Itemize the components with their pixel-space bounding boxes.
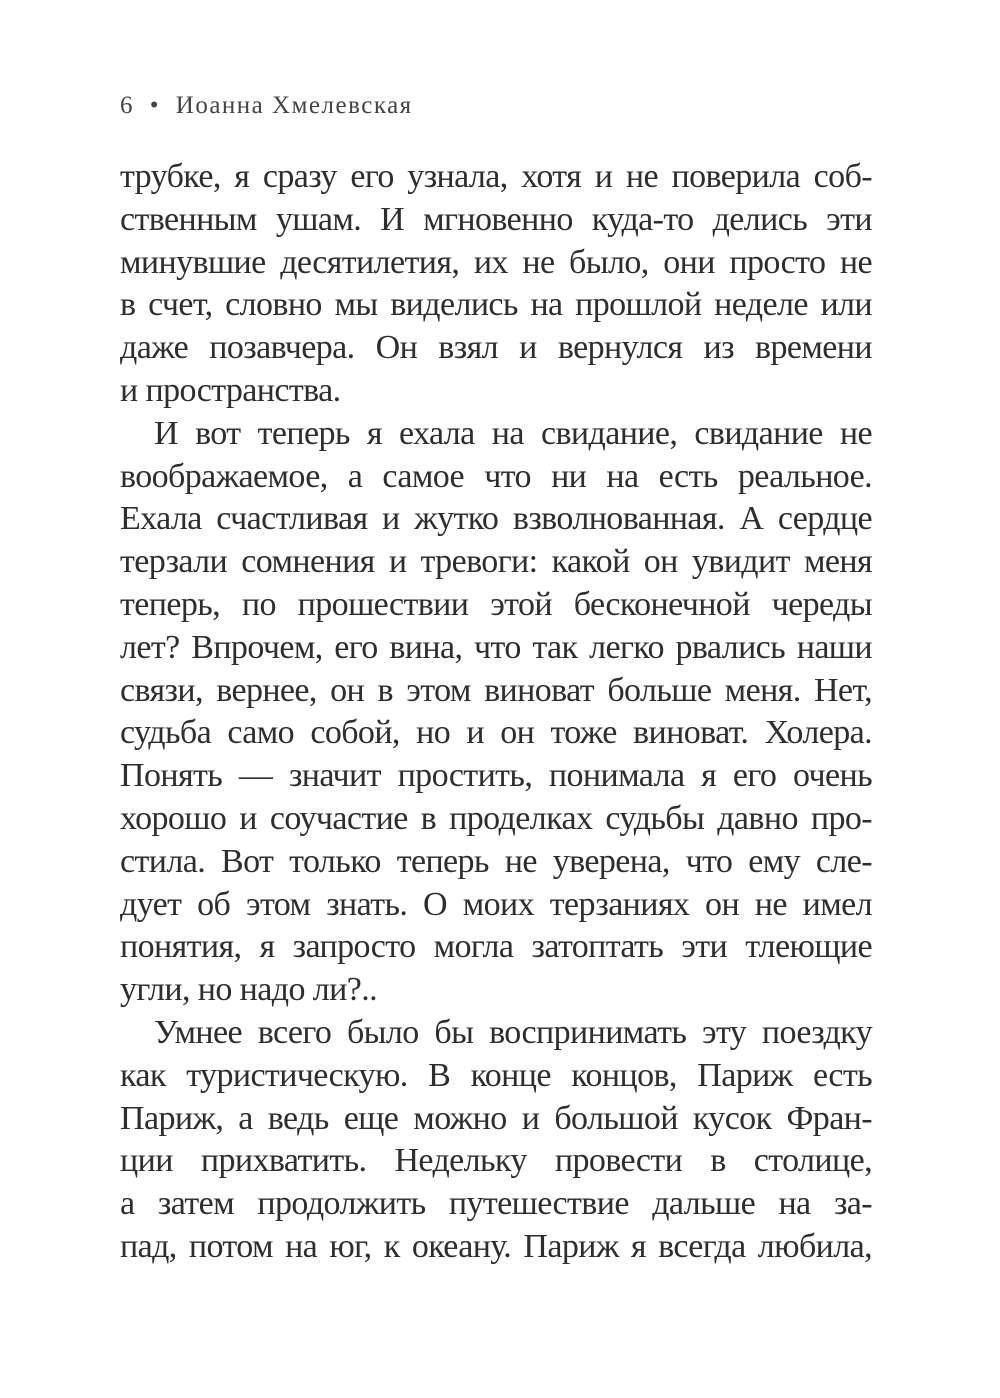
body-text bbox=[120, 156, 872, 1269]
text-line: трубке, я сразу его узнала, хотя и не поверила соб- bbox=[120, 158, 872, 195]
text-line: минувшие десятилетия, их не было, они просто не bbox=[120, 243, 872, 281]
text-line: теперь, по прошествии этой бесконечной череды bbox=[120, 585, 872, 623]
text-line: а затем продолжить путешествие дальше на за- bbox=[120, 1185, 872, 1223]
text-line: ственным ушам. И мгновенно куда-то делись эти bbox=[120, 200, 872, 238]
text-line: ции прихватить. Недельку провести в столице, bbox=[120, 1142, 872, 1180]
text-line: пад, потом на юг, к океану. Париж я всегда любила, bbox=[120, 1227, 872, 1265]
text-line: лет? Впрочем, его вина, что так легко рвались наши bbox=[120, 628, 872, 666]
text-line: Ехала счастливая и жутко взволнованная. А сердце bbox=[120, 500, 872, 538]
text-line: Париж, а ведь еще можно и большой кусок Фран- bbox=[120, 1099, 872, 1137]
text-line: даже позавчера. Он взял и вернулся из времени bbox=[120, 329, 872, 367]
page-number: 6 bbox=[120, 92, 134, 119]
text-line: воображаемое, а самое что ни на есть реальное. bbox=[120, 457, 872, 495]
text-line: понятия, я запросто могла затоптать эти тлеющие bbox=[120, 928, 872, 966]
author-name: Иоанна Хмелевская bbox=[175, 92, 413, 119]
running-head bbox=[120, 92, 413, 120]
text-line: дует об этом знать. О моих терзаниях он не имел bbox=[120, 885, 872, 923]
paragraph bbox=[120, 156, 872, 413]
text-line: И вот теперь я ехала на свидание, свидание не bbox=[154, 414, 872, 452]
text-line: терзали сомнения и тревоги: какой он увидит меня bbox=[120, 543, 872, 581]
paragraph bbox=[120, 413, 872, 1012]
text-line: Умнее всего было бы воспринимать эту поездку bbox=[154, 1013, 872, 1051]
text-line: Понять — значит простить, понимала я его очень bbox=[120, 757, 872, 795]
text-line: судьба само собой, но и он тоже виноват. Холера. bbox=[120, 714, 872, 752]
text-line: связи, вернее, он в этом виноват больше меня. Нет, bbox=[120, 671, 872, 709]
text-line: и пространства. bbox=[120, 371, 341, 409]
text-line: как туристическую. В конце концов, Париж есть bbox=[120, 1056, 872, 1094]
text-line: стила. Вот только теперь не уверена, что ему сле- bbox=[120, 842, 872, 880]
paragraph bbox=[120, 1012, 872, 1269]
text-line: угли, но надо ли?.. bbox=[120, 971, 378, 1009]
text-line: хорошо и соучастие в проделках судьбы давно про- bbox=[120, 799, 872, 837]
text-line: в счет, словно мы виделись на прошлой неделе или bbox=[120, 286, 872, 324]
separator-bullet: • bbox=[149, 92, 161, 119]
